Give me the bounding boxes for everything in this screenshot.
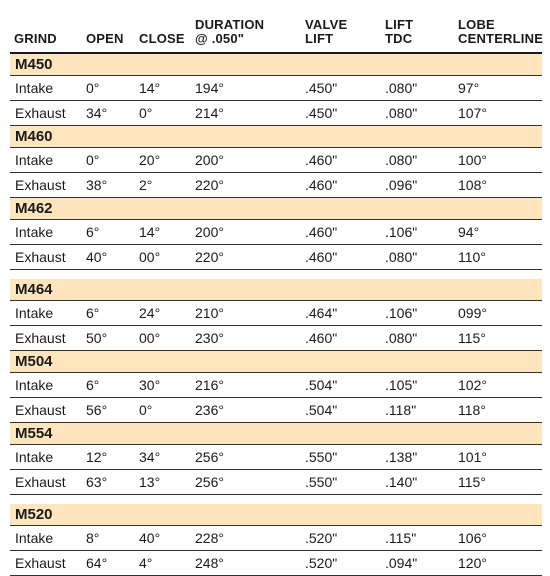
cell-valve-lift: .550" bbox=[305, 449, 338, 465]
cell-close: 24° bbox=[139, 305, 161, 321]
cell-valve-lift: .460" bbox=[305, 177, 338, 193]
cell-grind: Intake bbox=[15, 80, 54, 96]
cell-close: 00° bbox=[139, 249, 161, 265]
cell-grind: Exhaust bbox=[15, 330, 66, 346]
cell-valve-lift: .520" bbox=[305, 530, 338, 546]
cell-lobe-centerline: 107° bbox=[458, 105, 487, 121]
header-valve-lift-line2: LIFT bbox=[305, 31, 334, 46]
header-grind-label: GRIND bbox=[14, 31, 57, 46]
cell-lift-tdc: .080" bbox=[385, 330, 418, 346]
table-row bbox=[10, 76, 542, 101]
table-row bbox=[10, 398, 542, 423]
table-body bbox=[10, 54, 542, 576]
cell-duration: 214° bbox=[195, 105, 224, 121]
cell-valve-lift: .504" bbox=[305, 402, 338, 418]
table-row bbox=[10, 445, 542, 470]
cell-open: 40° bbox=[86, 249, 108, 265]
cell-open: 6° bbox=[86, 224, 100, 240]
header-lift-tdc-line2: TDC bbox=[385, 31, 413, 46]
cell-duration: 220° bbox=[195, 249, 224, 265]
table-row bbox=[10, 101, 542, 126]
header-duration-line2: @ .050" bbox=[195, 31, 245, 46]
cell-duration: 236° bbox=[195, 402, 224, 418]
cell-lift-tdc: .094" bbox=[385, 555, 418, 571]
cell-lift-tdc: .118" bbox=[385, 402, 417, 418]
cell-close: 14° bbox=[139, 224, 161, 240]
cam-spec-table bbox=[10, 6, 542, 576]
header-lobe-centerline bbox=[454, 18, 542, 46]
cell-grind: Exhaust bbox=[15, 249, 66, 265]
cell-valve-lift: .550" bbox=[305, 474, 338, 490]
header-close bbox=[135, 32, 191, 46]
cell-close: 0° bbox=[139, 105, 153, 121]
cell-open: 12° bbox=[86, 449, 108, 465]
cell-open: 8° bbox=[86, 530, 100, 546]
cell-grind: Intake bbox=[15, 224, 54, 240]
cell-lift-tdc: .106" bbox=[385, 305, 418, 321]
cell-lobe-centerline: 120° bbox=[458, 555, 487, 571]
header-lobe-centerline-line1: LOBE bbox=[458, 17, 495, 32]
cell-open: 50° bbox=[86, 330, 108, 346]
cell-duration: 210° bbox=[195, 305, 224, 321]
cell-open: 34° bbox=[86, 105, 108, 121]
header-lift-tdc-line1: LIFT bbox=[385, 17, 414, 32]
cell-valve-lift: .460" bbox=[305, 249, 338, 265]
cell-lobe-centerline: 115° bbox=[458, 330, 486, 346]
header-valve-lift bbox=[301, 18, 381, 46]
table-row bbox=[10, 326, 542, 351]
cell-lift-tdc: .080" bbox=[385, 249, 418, 265]
cell-grind: Exhaust bbox=[15, 105, 66, 121]
cell-close: 30° bbox=[139, 377, 161, 393]
table-row bbox=[10, 470, 542, 495]
cell-open: 63° bbox=[86, 474, 108, 490]
cell-lobe-centerline: 102° bbox=[458, 377, 487, 393]
cell-grind: Intake bbox=[15, 152, 54, 168]
table-row bbox=[10, 220, 542, 245]
cell-valve-lift: .460" bbox=[305, 152, 338, 168]
cell-close: 00° bbox=[139, 330, 161, 346]
group-header: M450 bbox=[10, 54, 542, 76]
group-header: M462 bbox=[10, 198, 542, 220]
table-row bbox=[10, 245, 542, 270]
group-header: M464 bbox=[10, 279, 542, 301]
cell-grind: Exhaust bbox=[15, 474, 66, 490]
cell-valve-lift: .464" bbox=[305, 305, 338, 321]
cell-close: 20° bbox=[139, 152, 161, 168]
cell-duration: 256° bbox=[195, 449, 224, 465]
cell-lobe-centerline: 101° bbox=[458, 449, 487, 465]
cell-open: 6° bbox=[86, 305, 100, 321]
cell-duration: 248° bbox=[195, 555, 224, 571]
header-open-label: OPEN bbox=[86, 31, 124, 46]
cell-lift-tdc: .115" bbox=[385, 530, 417, 546]
group-spacer bbox=[10, 495, 542, 504]
cell-valve-lift: .460" bbox=[305, 224, 338, 240]
cell-grind: Intake bbox=[15, 305, 54, 321]
cell-close: 34° bbox=[139, 449, 161, 465]
cell-duration: 228° bbox=[195, 530, 224, 546]
cell-grind: Exhaust bbox=[15, 177, 66, 193]
cell-lobe-centerline: 099° bbox=[458, 305, 487, 321]
cell-lift-tdc: .080" bbox=[385, 105, 418, 121]
cell-grind: Exhaust bbox=[15, 555, 66, 571]
cell-duration: 230° bbox=[195, 330, 224, 346]
cell-duration: 200° bbox=[195, 224, 224, 240]
cell-lobe-centerline: 100° bbox=[458, 152, 487, 168]
cell-lift-tdc: .080" bbox=[385, 152, 418, 168]
table-header bbox=[10, 6, 542, 54]
table-row bbox=[10, 173, 542, 198]
table-row bbox=[10, 373, 542, 398]
cell-duration: 220° bbox=[195, 177, 224, 193]
table-row bbox=[10, 301, 542, 326]
header-duration bbox=[191, 18, 301, 46]
cell-valve-lift: .450" bbox=[305, 105, 338, 121]
cell-lobe-centerline: 106° bbox=[458, 530, 487, 546]
cell-close: 0° bbox=[139, 402, 153, 418]
cell-lift-tdc: .096" bbox=[385, 177, 418, 193]
cell-lobe-centerline: 108° bbox=[458, 177, 487, 193]
cell-lift-tdc: .105" bbox=[385, 377, 418, 393]
cell-valve-lift: .460" bbox=[305, 330, 338, 346]
cell-close: 2° bbox=[139, 177, 153, 193]
cell-lobe-centerline: 118° bbox=[458, 402, 486, 418]
cell-close: 14° bbox=[139, 80, 161, 96]
cell-grind: Intake bbox=[15, 449, 54, 465]
header-grind bbox=[10, 32, 82, 46]
cell-grind: Exhaust bbox=[15, 402, 66, 418]
cell-close: 40° bbox=[139, 530, 161, 546]
cell-duration: 200° bbox=[195, 152, 224, 168]
group-header: M460 bbox=[10, 126, 542, 148]
group-spacer bbox=[10, 270, 542, 279]
cell-duration: 216° bbox=[195, 377, 224, 393]
cell-valve-lift: .520" bbox=[305, 555, 338, 571]
header-duration-line1: DURATION bbox=[195, 17, 265, 32]
table-row bbox=[10, 526, 542, 551]
cell-lobe-centerline: 115° bbox=[458, 474, 486, 490]
header-valve-lift-line1: VALVE bbox=[305, 17, 348, 32]
header-open bbox=[82, 32, 135, 46]
cell-open: 56° bbox=[86, 402, 108, 418]
cell-lobe-centerline: 94° bbox=[458, 224, 480, 240]
cell-lift-tdc: .080" bbox=[385, 80, 418, 96]
cell-grind: Intake bbox=[15, 530, 54, 546]
cell-close: 13° bbox=[139, 474, 161, 490]
cell-lobe-centerline: 110° bbox=[458, 249, 486, 265]
table-row bbox=[10, 551, 542, 576]
cell-valve-lift: .450" bbox=[305, 80, 338, 96]
cell-open: 6° bbox=[86, 377, 100, 393]
cell-duration: 256° bbox=[195, 474, 224, 490]
cell-close: 4° bbox=[139, 555, 153, 571]
cell-open: 38° bbox=[86, 177, 108, 193]
group-header: M520 bbox=[10, 504, 542, 526]
header-lift-tdc bbox=[381, 18, 454, 46]
cell-lift-tdc: .106" bbox=[385, 224, 418, 240]
cell-open: 0° bbox=[86, 152, 100, 168]
header-close-label: CLOSE bbox=[139, 31, 185, 46]
table-row bbox=[10, 148, 542, 173]
cell-lift-tdc: .138" bbox=[385, 449, 418, 465]
cell-grind: Intake bbox=[15, 377, 54, 393]
cell-lift-tdc: .140" bbox=[385, 474, 418, 490]
cell-valve-lift: .504" bbox=[305, 377, 338, 393]
cell-open: 64° bbox=[86, 555, 108, 571]
group-header: M504 bbox=[10, 351, 542, 373]
cell-duration: 194° bbox=[195, 80, 224, 96]
group-header: M554 bbox=[10, 423, 542, 445]
cell-open: 0° bbox=[86, 80, 100, 96]
cell-lobe-centerline: 97° bbox=[458, 80, 480, 96]
header-lobe-centerline-line2: CENTERLINE bbox=[458, 31, 544, 46]
